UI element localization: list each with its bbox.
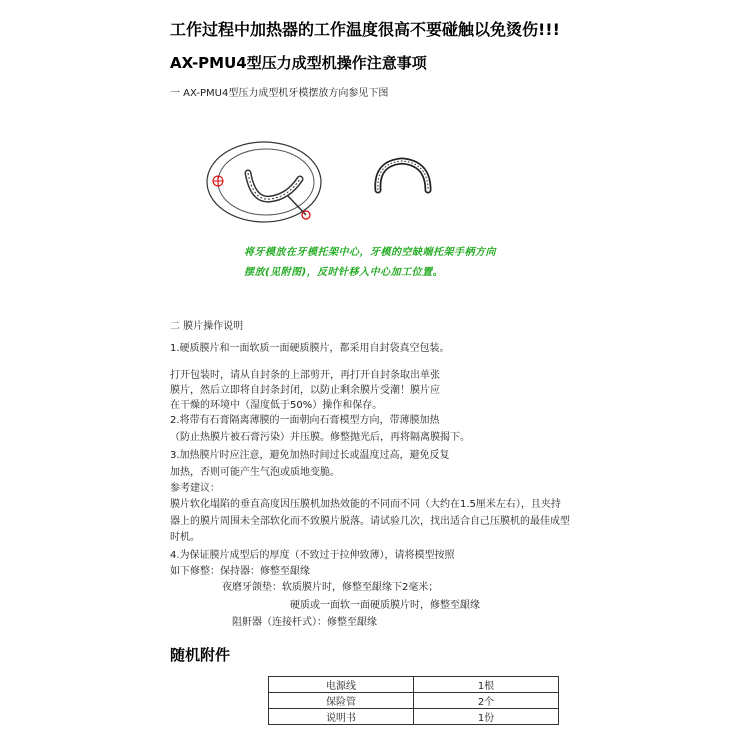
table-row: [269, 693, 559, 709]
table-row: [269, 709, 559, 725]
accessory-item-cell: 保险管: [269, 693, 414, 709]
body-line-3: 膜片，然后立即将自封条封闭，以防止剩余膜片受潮！膜片应: [170, 385, 440, 396]
body-line-8: 加热，否则可能产生气泡或质地变脆。: [170, 467, 340, 478]
accessory-item-cell: 电源线: [269, 677, 414, 693]
dental-arch-illustration: [378, 161, 428, 190]
accessory-item-cell: 说明书: [269, 709, 414, 725]
body-line-2: 打开包装时，请从自封条的上部剪开，再打开自封条取出单张: [170, 370, 440, 381]
body-line-16: 硬质或一面软一面硬质膜片时，修整至龈缘: [290, 600, 480, 611]
accessory-qty-cell: 1份: [414, 709, 559, 725]
body-line-12: 时机。: [170, 532, 200, 543]
accessories-table: [268, 676, 559, 725]
warning-heading: 工作过程中加热器的工作温度很高不要碰触以免烫伤!!!: [170, 20, 560, 39]
body-line-15: 夜磨牙颌垫：软质膜片时，修整至龈缘下2毫米；: [222, 582, 439, 593]
body-line-11: 器上的膜片周围未全部软化而不致膜片脱落。请试验几次，找出适合自己压膜机的最佳成型: [170, 516, 570, 527]
accessory-qty-cell: 1根: [414, 677, 559, 693]
placement-note-line-2: 摆放(见附图)，反时针移入中心加工位置。: [244, 267, 444, 278]
page-title: AX-PMU4型压力成型机操作注意事项: [170, 54, 427, 72]
section-2-heading: 二 膜片操作说明: [170, 321, 244, 332]
body-line-14: 如下修整：保持器：修整至龈缘: [170, 566, 310, 577]
body-line-5: 2.将带有石膏隔离薄膜的一面朝向石膏模型方向，带薄膜加热: [170, 415, 440, 426]
accessory-qty-cell: 2个: [414, 693, 559, 709]
body-line-9: 参考建议：: [170, 483, 220, 494]
body-line-6: （防止热膜片被石膏污染）并压膜。修整抛光后，再将隔离膜揭下。: [170, 432, 470, 443]
body-line-4: 在干燥的环境中（湿度低于50%）操作和保存。: [170, 400, 383, 411]
body-line-7: 3.加热膜片时应注意，避免加热时间过长或温度过高，避免反复: [170, 450, 450, 461]
tray-illustration: [207, 142, 321, 222]
body-line-17: 阻鼾器（连接杆式）：修整至龈缘: [232, 617, 377, 628]
body-line-10: 膜片软化塌陷的垂直高度因压膜机加热效能的不同而不同（大约在1.5厘米左右），且夹持: [170, 499, 561, 510]
mold-placement-diagram: [200, 135, 440, 235]
section-1-heading: 一 AX-PMU4型压力成型机牙模摆放方向参见下图: [170, 88, 389, 99]
body-line-1: 1.硬质膜片和一面软质一面硬质膜片，都采用自封袋真空包装。: [170, 343, 450, 354]
body-line-13: 4.为保证膜片成型后的厚度（不致过于拉伸致薄），请将模型按照: [170, 550, 455, 561]
table-row: [269, 677, 559, 693]
placement-note-line-1: 将牙模放在牙模托架中心，牙模的空缺端托架手柄方向: [244, 247, 496, 258]
accessories-heading: 随机附件: [170, 646, 231, 664]
